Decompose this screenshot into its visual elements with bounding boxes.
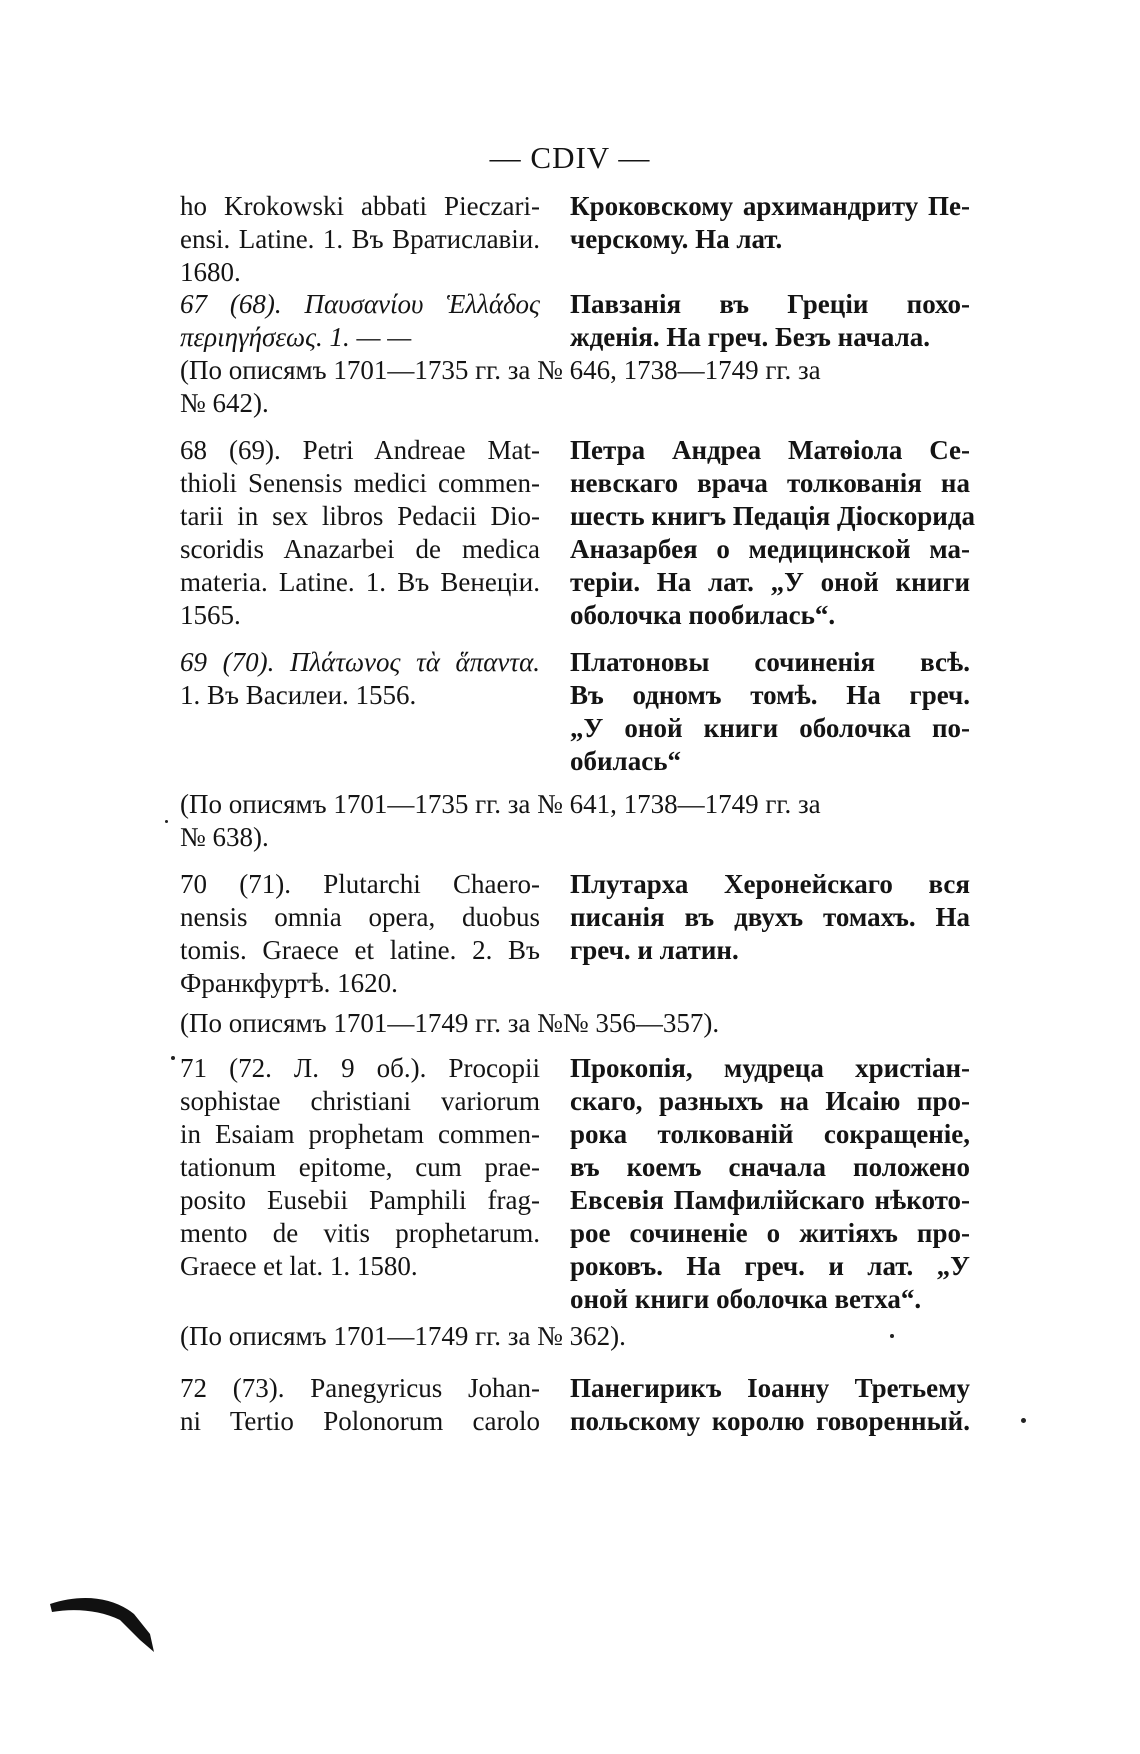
text-line: Панегирикъ Іоанну Третьему [570,1373,970,1403]
text-line: оболочка пообилась“. [570,600,836,630]
entry-latin-text [180,646,540,712]
text-line: materia. Latine. 1. Въ Венеціи. [180,567,540,597]
speck-icon [890,1334,894,1338]
text-line: Франкфуртѣ. 1620. [180,968,398,998]
text-line: Платоновы сочиненія всѣ. [570,647,970,677]
text-line: Graece et lat. 1. 1580. [180,1251,418,1281]
entry-russian-text [570,868,970,967]
ink-mark-icon [50,1590,160,1660]
text-line: невскаго врача толкованія на [570,468,970,498]
text-line: писанія въ двухъ томахъ. На [570,902,970,932]
entry-latin-text [180,434,540,632]
text-line: Евсевія Памфилійскаго нѣкото- [570,1185,970,1215]
text-line: (По описямъ 1701—1749 гг. за №№ 356—357). [180,1008,720,1038]
entry-russian-text [570,646,970,778]
text-line: 1. Въ Василеи. 1556. [180,680,417,710]
text-line: sophistae christiani variorum [180,1086,540,1116]
text-line: № 638). [180,822,269,852]
text-line: „У оной книги оболочка по- [570,713,970,743]
text-line: рое сочиненіе о житіяхъ про- [570,1218,970,1248]
text-line: Плутарха Херонейскаго вся [570,869,970,899]
text-line: Петра Андреа Матѳіола Се- [570,435,970,465]
text-line: tarii in sex libros Pedacii Dio- [180,501,540,531]
entry-latin-text [180,1372,540,1438]
text-line: 1680. [180,257,241,287]
text-line: польскому королю говоренный. [570,1406,970,1436]
text-line: въ коемъ сначала положено [570,1152,970,1182]
speck-icon [1021,1418,1026,1423]
text-line: обилась“ [570,746,681,776]
text-line: № 642). [180,388,269,418]
inventory-note [180,1320,970,1353]
text-line: 70 (71). Plutarchi Chaero- [180,869,540,899]
text-line: Кроковскому архимандриту Пе- [570,191,970,221]
text-line: (По описямъ 1701—1735 гг. за № 646, 1738—1749 гг. за [180,355,821,385]
text-line: ho Krokowski abbati Pieczari- [180,191,540,221]
entry-russian-text [570,1052,970,1316]
text-line: scoridis Anazarbei de medica [180,534,540,564]
text-line: posito Eusebii Pamphili frag- [180,1185,540,1215]
text-line: περιηγήσεως. 1. — — [180,322,412,352]
text-line: tationum epitome, cum prae- [180,1152,540,1182]
text-line: 1565. [180,600,241,630]
text-line: in Esaiam prophetam commen- [180,1119,540,1149]
entry-latin-text [180,1052,540,1283]
page-number-header: — CDIV — [489,140,651,175]
inventory-note [180,1007,970,1040]
text-line: Прокопія, мудреца христіан- [570,1053,970,1083]
speck-icon [165,820,168,823]
text-line: скаго, разныхъ на Исаію про- [570,1086,970,1116]
text-line: 68 (69). Petri Andreae Mat- [180,435,540,465]
text-line: рока толкованій сокращеніе, [570,1119,970,1149]
text-line: шесть книгъ Педація Діоскорида [570,501,975,531]
text-line: греч. и латин. [570,935,739,965]
inventory-note [180,788,970,854]
entry-latin-text [180,288,540,354]
text-line: черскому. На лат. [570,224,783,254]
text-line: Въ одномъ томѣ. На греч. [570,680,970,710]
text-line: 72 (73). Panegyricus Johan- [180,1373,540,1403]
entry-russian-text [570,190,970,256]
text-line: жденія. На греч. Безъ начала. [570,322,931,352]
text-line: thioli Senensis medici commen- [180,468,540,498]
text-line: (По описямъ 1701—1749 гг. за № 362). [180,1321,626,1351]
text-line: роковъ. На греч. и лат. „У [570,1251,970,1281]
text-line: 67 (68). Παυσανίου Ἑλλάδος [180,289,540,319]
text-line: 69 (70). Πλάτωνος τὰ ἅπαντα. [180,647,540,677]
text-line: nensis omnia opera, duobus [180,902,540,932]
text-line: mento de vitis prophetarum. [180,1218,540,1248]
text-line: Павзанія въ Греціи похо- [570,289,970,319]
text-line: (По описямъ 1701—1735 гг. за № 641, 1738—1749 гг. за [180,789,821,819]
entry-latin-text [180,190,540,289]
text-line: tomis. Graece et latine. 2. Въ [180,935,540,965]
text-line: оной книги оболочка ветха“. [570,1284,922,1314]
entry-russian-text [570,434,975,632]
text-line: 71 (72. Л. 9 об.). Procopii [180,1053,540,1083]
entry-russian-text [570,288,970,354]
inventory-note [180,354,970,420]
text-line: ni Tertio Polonorum carolo [180,1406,540,1436]
entry-russian-text [570,1372,970,1438]
entry-latin-text [180,868,540,1000]
text-line: Аназарбея о медицинской ма- [570,534,970,564]
text-line: ensi. Latine. 1. Въ Вратиславіи. [180,224,540,254]
text-line: теріи. На лат. „У оной книги [570,567,970,597]
speck-icon [171,1056,175,1060]
